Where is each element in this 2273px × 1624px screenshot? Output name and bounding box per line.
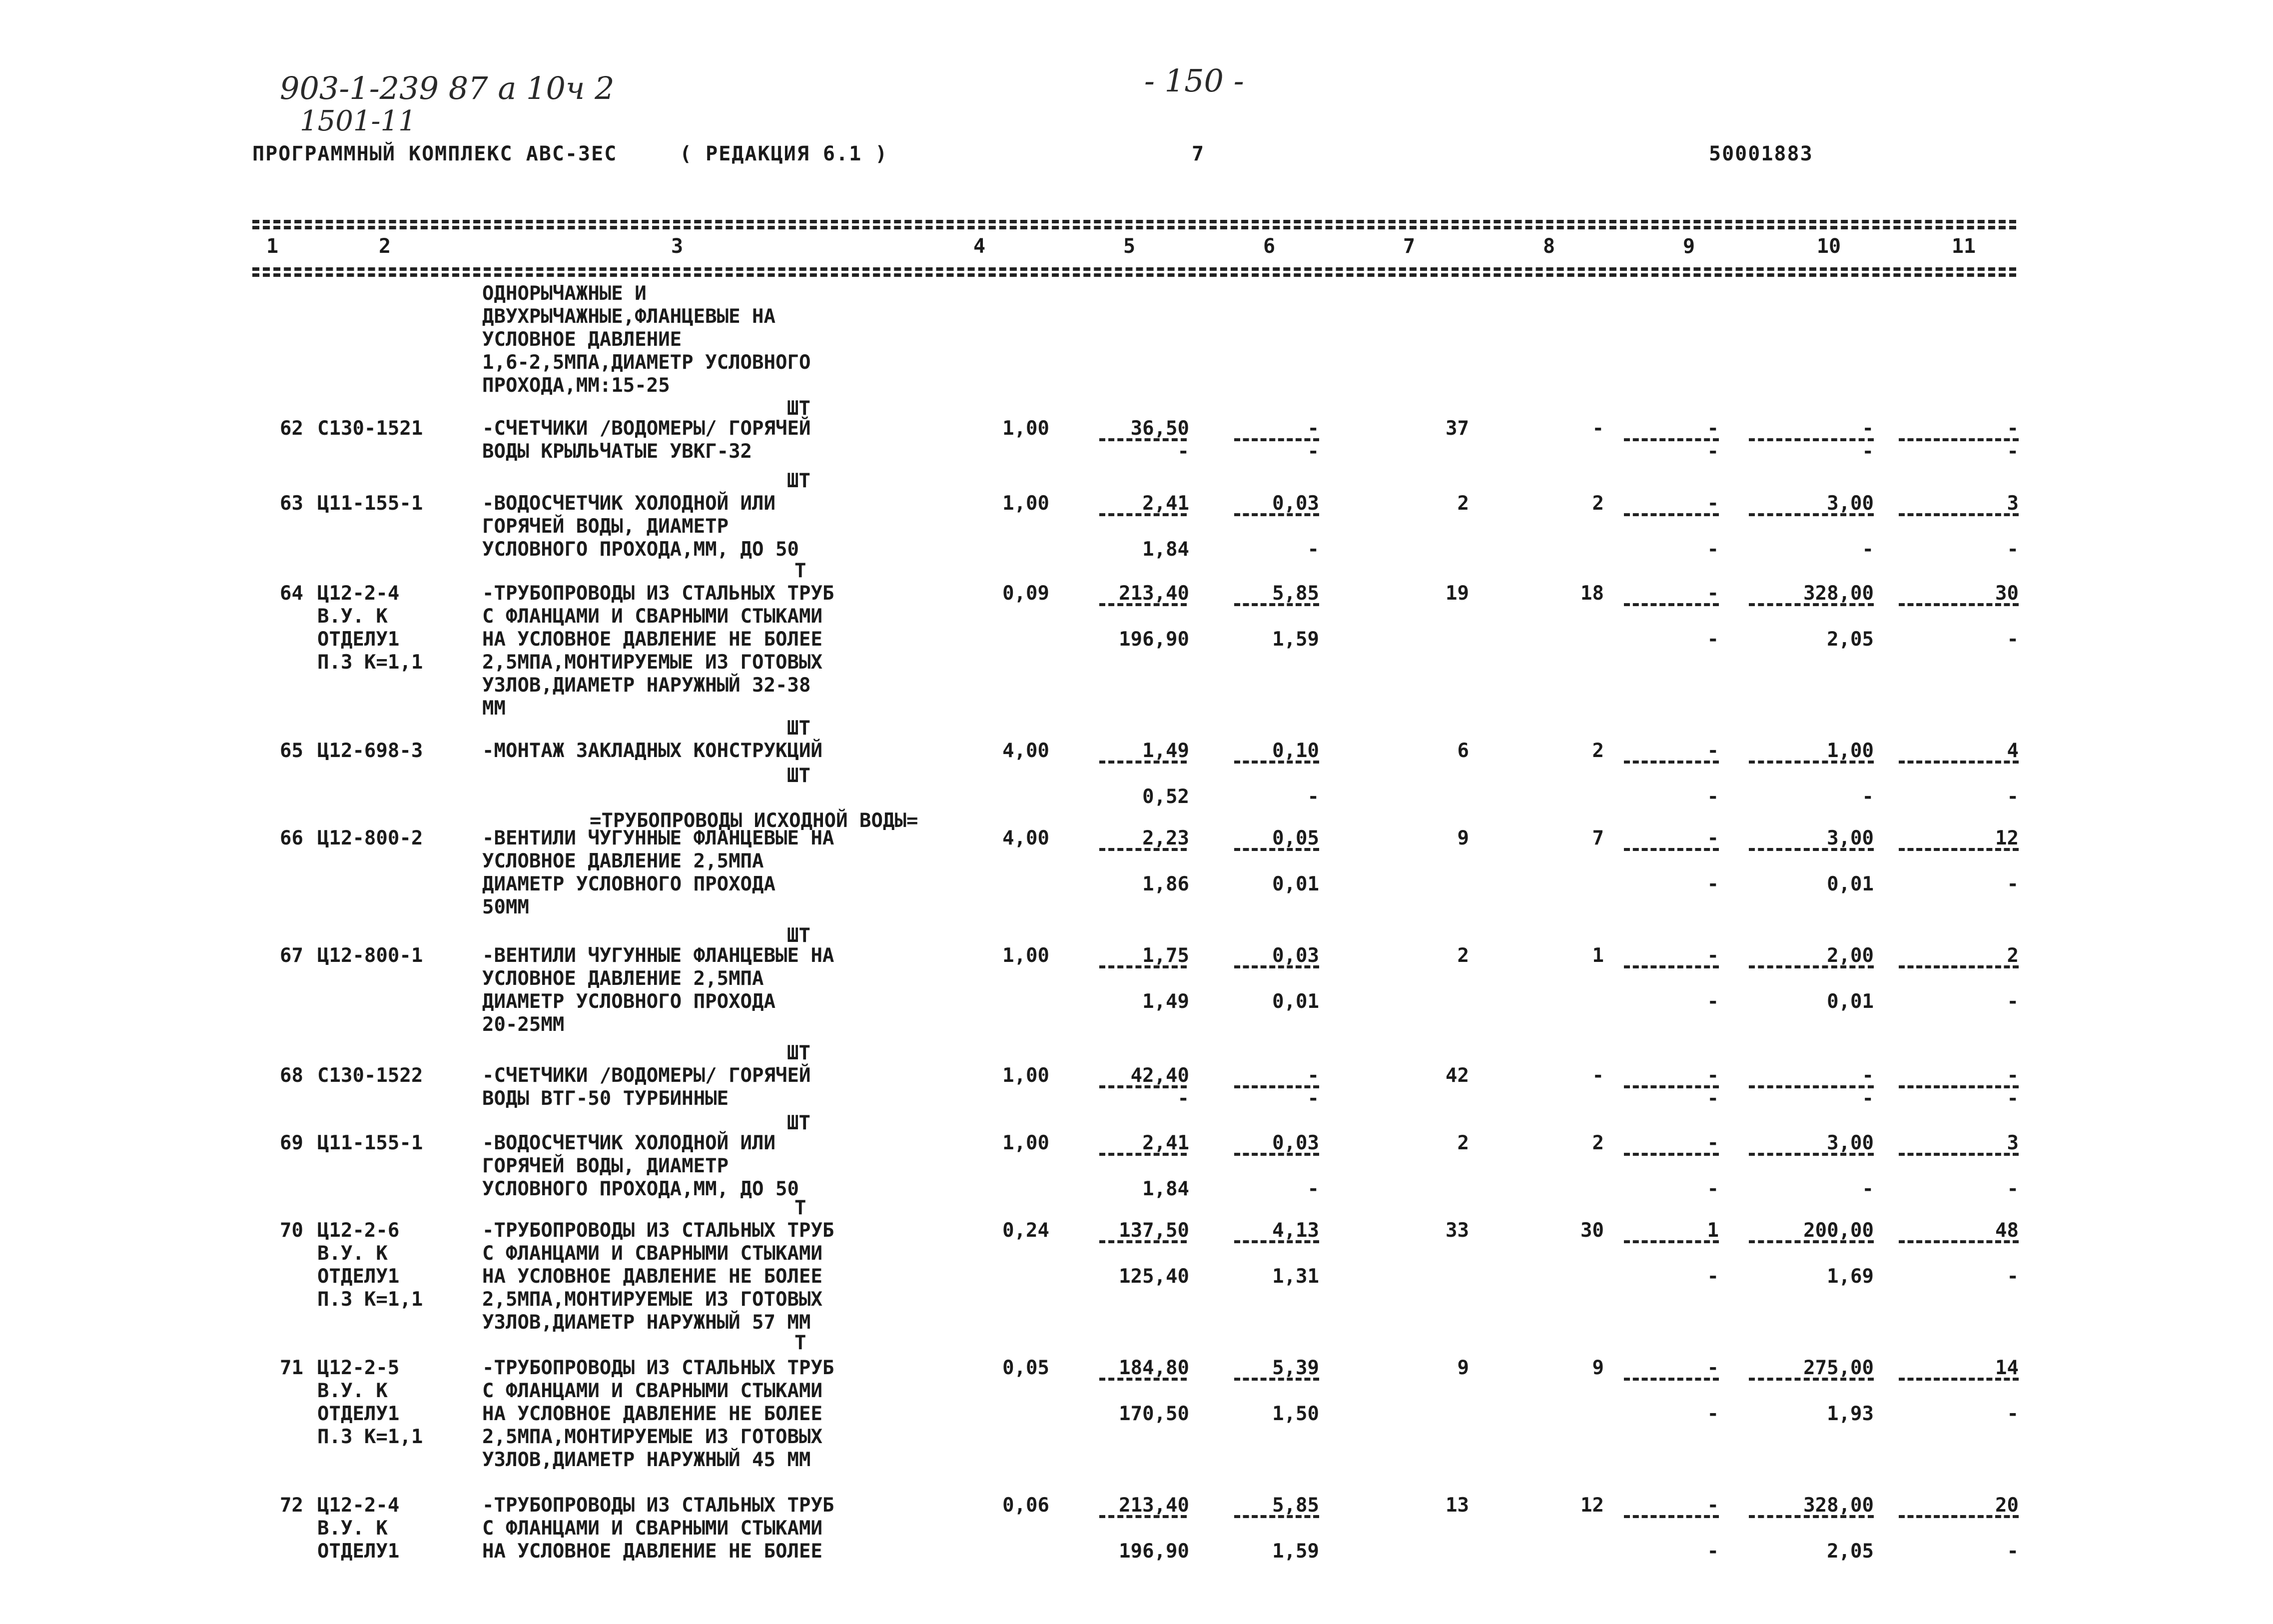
- col10-value: 3,00: [1827, 827, 1874, 849]
- col10-value: 3,00: [1827, 492, 1874, 515]
- column-header-6: 6: [1263, 235, 1276, 258]
- item-code: С130-1521: [317, 417, 423, 440]
- separator-dash: [1099, 513, 1187, 516]
- machine-wage: 1,59: [1272, 628, 1319, 651]
- col10-value: 1,00: [1827, 740, 1874, 762]
- unit-cost: 184,80: [1119, 1357, 1189, 1379]
- column-header-11: 11: [1951, 235, 1976, 258]
- item-description: -СЧЕТЧИКИ /ВОДОМЕРЫ/ ГОРЯЧЕЙ ВОДЫ КРЫЛЬЧАТЫЕ УВКГ-32: [482, 417, 811, 463]
- material-cost: 0,52: [1142, 786, 1189, 808]
- column-header-1: 1: [266, 235, 279, 258]
- unit-cost: 36,50: [1130, 417, 1189, 440]
- col9-value: -: [1707, 740, 1719, 762]
- total-cost: 37: [1446, 417, 1469, 440]
- unit-label: Т: [794, 1197, 806, 1219]
- col10-sub: -: [1862, 440, 1874, 463]
- item-description: -СЧЕТЧИКИ /ВОДОМЕРЫ/ ГОРЯЧЕЙ ВОДЫ ВТГ-50 ТУРБИННЫЕ: [482, 1064, 811, 1110]
- unit-label: ШТ: [787, 1112, 810, 1134]
- col10-sub: 2,05: [1827, 1540, 1874, 1563]
- col9-sub: -: [1707, 873, 1719, 895]
- col9-sub: -: [1707, 1265, 1719, 1288]
- unit-label: ШТ: [787, 1042, 810, 1064]
- col11-value: 20: [1995, 1494, 2019, 1517]
- unit-cost: 213,40: [1119, 582, 1189, 605]
- separator-dash: [1749, 965, 1874, 968]
- column-header-8: 8: [1542, 235, 1555, 258]
- col10-sub: -: [1862, 786, 1874, 808]
- separator-dash: [1899, 965, 2019, 968]
- total-wages: 2: [1592, 1132, 1604, 1154]
- row-number: 65: [280, 740, 303, 762]
- col10-value: 328,00: [1803, 582, 1874, 605]
- total-cost: 19: [1446, 582, 1469, 605]
- header-rule-bottom-2: [252, 273, 2016, 277]
- col10-value: 200,00: [1803, 1219, 1874, 1242]
- col10-sub: 1,93: [1827, 1403, 1874, 1425]
- intro-text: ОДНОРЫЧАЖНЫЕ И ДВУХРЫЧАЖНЫЕ,ФЛАНЦЕВЫЕ НА УСЛОВНОЕ ДАВЛЕНИЕ 1,6-2,5МПА,ДИАМЕТР УСЛОВНОГО ПРОХОДА,ММ:15-25: [482, 282, 811, 397]
- header-rule-top-2: [252, 226, 2016, 229]
- quantity: 1,00: [1002, 492, 1049, 515]
- material-cost: -: [1177, 1087, 1189, 1110]
- row-number: 62: [280, 417, 303, 440]
- separator-dash: [1099, 1153, 1187, 1156]
- separator-dash: [1624, 513, 1719, 516]
- total-cost: 9: [1457, 827, 1469, 849]
- unit-cost: 2,23: [1142, 827, 1189, 849]
- quantity: 1,00: [1002, 417, 1049, 440]
- row-number: 69: [280, 1132, 303, 1154]
- col9-value: -: [1707, 827, 1719, 849]
- col10-sub: 2,05: [1827, 628, 1874, 651]
- col10-value: 275,00: [1803, 1357, 1874, 1379]
- material-cost: 1,84: [1142, 538, 1189, 561]
- total-wages: 30: [1580, 1219, 1604, 1242]
- col11-sub: -: [2007, 440, 2019, 463]
- item-description: -ТРУБОПРОВОДЫ ИЗ СТАЛЬНЫХ ТРУБ С ФЛАНЦАМИ И СВАРНЫМИ СТЫКАМИ НА УСЛОВНОЕ ДАВЛЕНИЕ НЕ БОЛЕЕ 2,5МПА,МОНТИРУЕМЫЕ ИЗ ГОТОВЫХ УЗЛОВ,ДИАМЕТР НАРУЖНЫЙ 45 ММ: [482, 1357, 834, 1471]
- unit-label: ШТ: [787, 924, 810, 947]
- separator-dash: [1899, 513, 2019, 516]
- col9-value: -: [1707, 417, 1719, 440]
- separator-dash: [1099, 848, 1187, 851]
- col9-sub: -: [1707, 1540, 1719, 1563]
- separator-dash: [1899, 1240, 2019, 1243]
- total-cost: 13: [1446, 1494, 1469, 1517]
- unit-cost: 137,50: [1119, 1219, 1189, 1242]
- separator-dash: [1749, 761, 1874, 764]
- edition-label: ( РЕДАКЦИЯ 6.1 ): [680, 142, 888, 165]
- separator-dash: [1749, 1378, 1874, 1381]
- row-number: 70: [280, 1219, 303, 1242]
- col11-sub: -: [2007, 873, 2019, 895]
- col10-sub: -: [1862, 1178, 1874, 1200]
- separator-dash: [1234, 1153, 1319, 1156]
- quantity: 0,09: [1002, 582, 1049, 605]
- total-wages: 9: [1592, 1357, 1604, 1379]
- total-wages: 2: [1592, 740, 1604, 762]
- material-cost: -: [1177, 440, 1189, 463]
- item-code: Ц12-800-2: [317, 827, 423, 849]
- machine-wage: -: [1307, 538, 1319, 561]
- column-header-10: 10: [1816, 235, 1841, 258]
- material-cost: 1,84: [1142, 1178, 1189, 1200]
- col10-value: -: [1862, 1064, 1874, 1087]
- total-cost: 42: [1446, 1064, 1469, 1087]
- col11-sub: -: [2007, 1403, 2019, 1425]
- col11-sub: -: [2007, 538, 2019, 561]
- separator-dash: [1234, 513, 1319, 516]
- separator-dash: [1099, 1240, 1187, 1243]
- item-code: Ц12-2-6 В.У. К ОТДЕЛУ1 П.3 К=1,1: [317, 1219, 423, 1311]
- item-code: Ц12-2-4 В.У. К ОТДЕЛУ1: [317, 1494, 400, 1563]
- wage-cost: 5,85: [1272, 582, 1319, 605]
- program-title: ПРОГРАММНЫЙ КОМПЛЕКС АВС-3ЕС: [252, 142, 618, 165]
- item-description: -МОНТАЖ ЗАКЛАДНЫХ КОНСТРУКЦИЙ: [482, 740, 822, 762]
- column-header-9: 9: [1682, 235, 1695, 258]
- total-wages: 7: [1592, 827, 1604, 849]
- separator-dash: [1234, 1240, 1319, 1243]
- col10-sub: -: [1862, 1087, 1874, 1110]
- col11-sub: -: [2007, 1087, 2019, 1110]
- col11-value: 48: [1995, 1219, 2019, 1242]
- handwritten-project-code: 903-1-239 87 а 10ч 2: [280, 70, 615, 106]
- col11-value: -: [2007, 417, 2019, 440]
- column-header-4: 4: [973, 235, 986, 258]
- machine-wage: 0,01: [1272, 990, 1319, 1013]
- col10-value: 2,00: [1827, 944, 1874, 967]
- col11-value: 14: [1995, 1357, 2019, 1379]
- unit-label: ШТ: [787, 470, 810, 492]
- material-cost: 196,90: [1119, 1540, 1189, 1563]
- item-code: Ц11-155-1: [317, 492, 423, 515]
- total-wages: 1: [1592, 944, 1604, 967]
- col10-sub: 1,69: [1827, 1265, 1874, 1288]
- col10-sub: 0,01: [1827, 990, 1874, 1013]
- machine-wage: 0,01: [1272, 873, 1319, 895]
- machine-wage: -: [1307, 1087, 1319, 1110]
- separator-dash: [1899, 1515, 2019, 1518]
- row-number: 64: [280, 582, 303, 605]
- separator-dash: [1624, 848, 1719, 851]
- unit-cost: 42,40: [1130, 1064, 1189, 1087]
- col11-value: -: [2007, 1064, 2019, 1087]
- item-description: -ТРУБОПРОВОДЫ ИЗ СТАЛЬНЫХ ТРУБ С ФЛАНЦАМИ И СВАРНЫМИ СТЫКАМИ НА УСЛОВНОЕ ДАВЛЕНИЕ НЕ БОЛЕЕ 2,5МПА,МОНТИРУЕМЫЕ ИЗ ГОТОВЫХ УЗЛОВ,ДИАМЕТР НАРУЖНЫЙ 57 ММ: [482, 1219, 834, 1334]
- row-number: 67: [280, 944, 303, 967]
- wage-cost: 0,05: [1272, 827, 1319, 849]
- separator-dash: [1624, 1153, 1719, 1156]
- col9-sub: -: [1707, 628, 1719, 651]
- column-header-7: 7: [1403, 235, 1416, 258]
- column-header-2: 2: [378, 235, 391, 258]
- total-cost: 2: [1457, 492, 1469, 515]
- total-cost: 9: [1457, 1357, 1469, 1379]
- wage-cost: 0,10: [1272, 740, 1319, 762]
- separator-dash: [1899, 1378, 2019, 1381]
- wage-cost: 5,85: [1272, 1494, 1319, 1517]
- col11-value: 3: [2007, 492, 2019, 515]
- col9-sub: -: [1707, 1087, 1719, 1110]
- col9-sub: -: [1707, 990, 1719, 1013]
- col9-value: -: [1707, 1132, 1719, 1154]
- quantity: 1,00: [1002, 944, 1049, 967]
- unit-cost: 2,41: [1142, 1132, 1189, 1154]
- material-cost: 125,40: [1119, 1265, 1189, 1288]
- col9-value: -: [1707, 582, 1719, 605]
- col9-sub: -: [1707, 538, 1719, 561]
- item-description: -ВОДОСЧЕТЧИК ХОЛОДНОЙ ИЛИ ГОРЯЧЕЙ ВОДЫ, ДИАМЕТР УСЛОВНОГО ПРОХОДА,ММ, ДО 50: [482, 492, 799, 561]
- col9-value: -: [1707, 1494, 1719, 1517]
- col9-sub: -: [1707, 786, 1719, 808]
- row-number: 72: [280, 1494, 303, 1517]
- col11-sub: -: [2007, 1265, 2019, 1288]
- col9-value: 1: [1707, 1219, 1719, 1242]
- unit-label: Т: [794, 560, 806, 582]
- separator-dash: [1099, 603, 1187, 606]
- col9-sub: -: [1707, 1178, 1719, 1200]
- unit-cost: 1,49: [1142, 740, 1189, 762]
- material-cost: 1,86: [1142, 873, 1189, 895]
- total-wages: -: [1592, 1064, 1604, 1087]
- unit-label: Т: [794, 1332, 806, 1354]
- separator-dash: [1749, 603, 1874, 606]
- section-title: =ТРУБОПРОВОДЫ ИСХОДНОЙ ВОДЫ=: [590, 810, 918, 832]
- separator-dash: [1749, 848, 1874, 851]
- col9-sub: -: [1707, 440, 1719, 463]
- unit-label: ШТ: [787, 765, 810, 787]
- unit-label: ШТ: [787, 717, 810, 740]
- machine-wage: 1,50: [1272, 1403, 1319, 1425]
- separator-dash: [1099, 761, 1187, 764]
- col9-value: -: [1707, 492, 1719, 515]
- separator-dash: [1624, 1515, 1719, 1518]
- wage-cost: 0,03: [1272, 944, 1319, 967]
- col9-value: -: [1707, 1357, 1719, 1379]
- col11-value: 12: [1995, 827, 2019, 849]
- separator-dash: [1234, 1515, 1319, 1518]
- machine-wage: -: [1307, 786, 1319, 808]
- col9-value: -: [1707, 944, 1719, 967]
- item-code: Ц11-155-1: [317, 1132, 423, 1154]
- quantity: 0,06: [1002, 1494, 1049, 1517]
- item-code: Ц12-2-4 В.У. К ОТДЕЛУ1 П.3 К=1,1: [317, 582, 423, 674]
- separator-dash: [1624, 1240, 1719, 1243]
- material-cost: 1,49: [1142, 990, 1189, 1013]
- item-description: -ВЕНТИЛИ ЧУГУННЫЕ ФЛАНЦЕВЫЕ НА УСЛОВНОЕ ДАВЛЕНИЕ 2,5МПА ДИАМЕТР УСЛОВНОГО ПРОХОДА 50ММ: [482, 827, 834, 918]
- total-cost: 2: [1457, 944, 1469, 967]
- separator-dash: [1899, 761, 2019, 764]
- separator-dash: [1749, 1153, 1874, 1156]
- quantity: 4,00: [1002, 827, 1049, 849]
- page-label: 7: [1192, 142, 1205, 165]
- col10-value: -: [1862, 417, 1874, 440]
- wage-cost: 0,03: [1272, 492, 1319, 515]
- machine-wage: 1,59: [1272, 1540, 1319, 1563]
- col11-value: 2: [2007, 944, 2019, 967]
- quantity: 1,00: [1002, 1132, 1049, 1154]
- wage-cost: 4,13: [1272, 1219, 1319, 1242]
- total-wages: 12: [1580, 1494, 1604, 1517]
- col9-sub: -: [1707, 1403, 1719, 1425]
- column-header-5: 5: [1123, 235, 1136, 258]
- handwritten-page-number: - 150 -: [1144, 62, 1244, 99]
- separator-dash: [1234, 965, 1319, 968]
- handwritten-sheet-code: 1501-11: [300, 105, 416, 137]
- machine-wage: 1,31: [1272, 1265, 1319, 1288]
- total-cost: 6: [1457, 740, 1469, 762]
- separator-dash: [1899, 848, 2019, 851]
- material-cost: 196,90: [1119, 628, 1189, 651]
- row-number: 66: [280, 827, 303, 849]
- item-description: -ТРУБОПРОВОДЫ ИЗ СТАЛЬНЫХ ТРУБ С ФЛАНЦАМИ И СВАРНЫМИ СТЫКАМИ НА УСЛОВНОЕ ДАВЛЕНИЕ НЕ БОЛЕЕ: [482, 1494, 834, 1563]
- separator-dash: [1624, 965, 1719, 968]
- unit-cost: 1,75: [1142, 944, 1189, 967]
- separator-dash: [1624, 603, 1719, 606]
- quantity: 0,05: [1002, 1357, 1049, 1379]
- quantity: 0,24: [1002, 1219, 1049, 1242]
- machine-wage: -: [1307, 440, 1319, 463]
- separator-dash: [1899, 1153, 2019, 1156]
- item-description: -ВЕНТИЛИ ЧУГУННЫЕ ФЛАНЦЕВЫЕ НА УСЛОВНОЕ ДАВЛЕНИЕ 2,5МПА ДИАМЕТР УСЛОВНОГО ПРОХОДА 20-25ММ: [482, 944, 834, 1036]
- item-code: Ц12-698-3: [317, 740, 423, 762]
- col11-sub: -: [2007, 990, 2019, 1013]
- wage-cost: -: [1307, 417, 1319, 440]
- col9-value: -: [1707, 1064, 1719, 1087]
- header-rule-bottom: [252, 267, 2016, 271]
- separator-dash: [1624, 761, 1719, 764]
- separator-dash: [1099, 1515, 1187, 1518]
- unit-cost: 2,41: [1142, 492, 1189, 515]
- col11-value: 3: [2007, 1132, 2019, 1154]
- header-rule-top: [252, 220, 2016, 223]
- quantity: 4,00: [1002, 740, 1049, 762]
- separator-dash: [1234, 603, 1319, 606]
- separator-dash: [1234, 848, 1319, 851]
- separator-dash: [1099, 1378, 1187, 1381]
- separator-dash: [1749, 1515, 1874, 1518]
- wage-cost: 5,39: [1272, 1357, 1319, 1379]
- col10-sub: 0,01: [1827, 873, 1874, 895]
- col10-value: 3,00: [1827, 1132, 1874, 1154]
- total-wages: 18: [1580, 582, 1604, 605]
- separator-dash: [1749, 1240, 1874, 1243]
- row-number: 63: [280, 492, 303, 515]
- wage-cost: -: [1307, 1064, 1319, 1087]
- item-code: Ц12-2-5 В.У. К ОТДЕЛУ1 П.3 К=1,1: [317, 1357, 423, 1448]
- material-cost: 170,50: [1119, 1403, 1189, 1425]
- separator-dash: [1749, 513, 1874, 516]
- total-wages: -: [1592, 417, 1604, 440]
- col10-sub: -: [1862, 538, 1874, 561]
- total-wages: 2: [1592, 492, 1604, 515]
- total-cost: 2: [1457, 1132, 1469, 1154]
- separator-dash: [1899, 603, 2019, 606]
- column-header-3: 3: [671, 235, 684, 258]
- document-id: 50001883: [1709, 142, 1813, 165]
- wage-cost: 0,03: [1272, 1132, 1319, 1154]
- total-cost: 33: [1446, 1219, 1469, 1242]
- item-code: С130-1522: [317, 1064, 423, 1087]
- item-description: -ТРУБОПРОВОДЫ ИЗ СТАЛЬНЫХ ТРУБ С ФЛАНЦАМИ И СВАРНЫМИ СТЫКАМИ НА УСЛОВНОЕ ДАВЛЕНИЕ НЕ БОЛЕЕ 2,5МПА,МОНТИРУЕМЫЕ ИЗ ГОТОВЫХ УЗЛОВ,ДИАМЕТР НАРУЖНЫЙ 32-38 ММ: [482, 582, 834, 720]
- item-code: Ц12-800-1: [317, 944, 423, 967]
- item-description: -ВОДОСЧЕТЧИК ХОЛОДНОЙ ИЛИ ГОРЯЧЕЙ ВОДЫ, ДИАМЕТР УСЛОВНОГО ПРОХОДА,ММ, ДО 50: [482, 1132, 799, 1200]
- unit-label: ШТ: [787, 397, 810, 420]
- separator-dash: [1099, 965, 1187, 968]
- row-number: 71: [280, 1357, 303, 1379]
- row-number: 68: [280, 1064, 303, 1087]
- col11-sub: -: [2007, 786, 2019, 808]
- col10-value: 328,00: [1803, 1494, 1874, 1517]
- col11-sub: -: [2007, 628, 2019, 651]
- col11-sub: -: [2007, 1540, 2019, 1563]
- unit-cost: 213,40: [1119, 1494, 1189, 1517]
- col11-value: 30: [1995, 582, 2019, 605]
- separator-dash: [1624, 1378, 1719, 1381]
- quantity: 1,00: [1002, 1064, 1049, 1087]
- machine-wage: -: [1307, 1178, 1319, 1200]
- separator-dash: [1234, 1378, 1319, 1381]
- col11-value: 4: [2007, 740, 2019, 762]
- separator-dash: [1234, 761, 1319, 764]
- col11-sub: -: [2007, 1178, 2019, 1200]
